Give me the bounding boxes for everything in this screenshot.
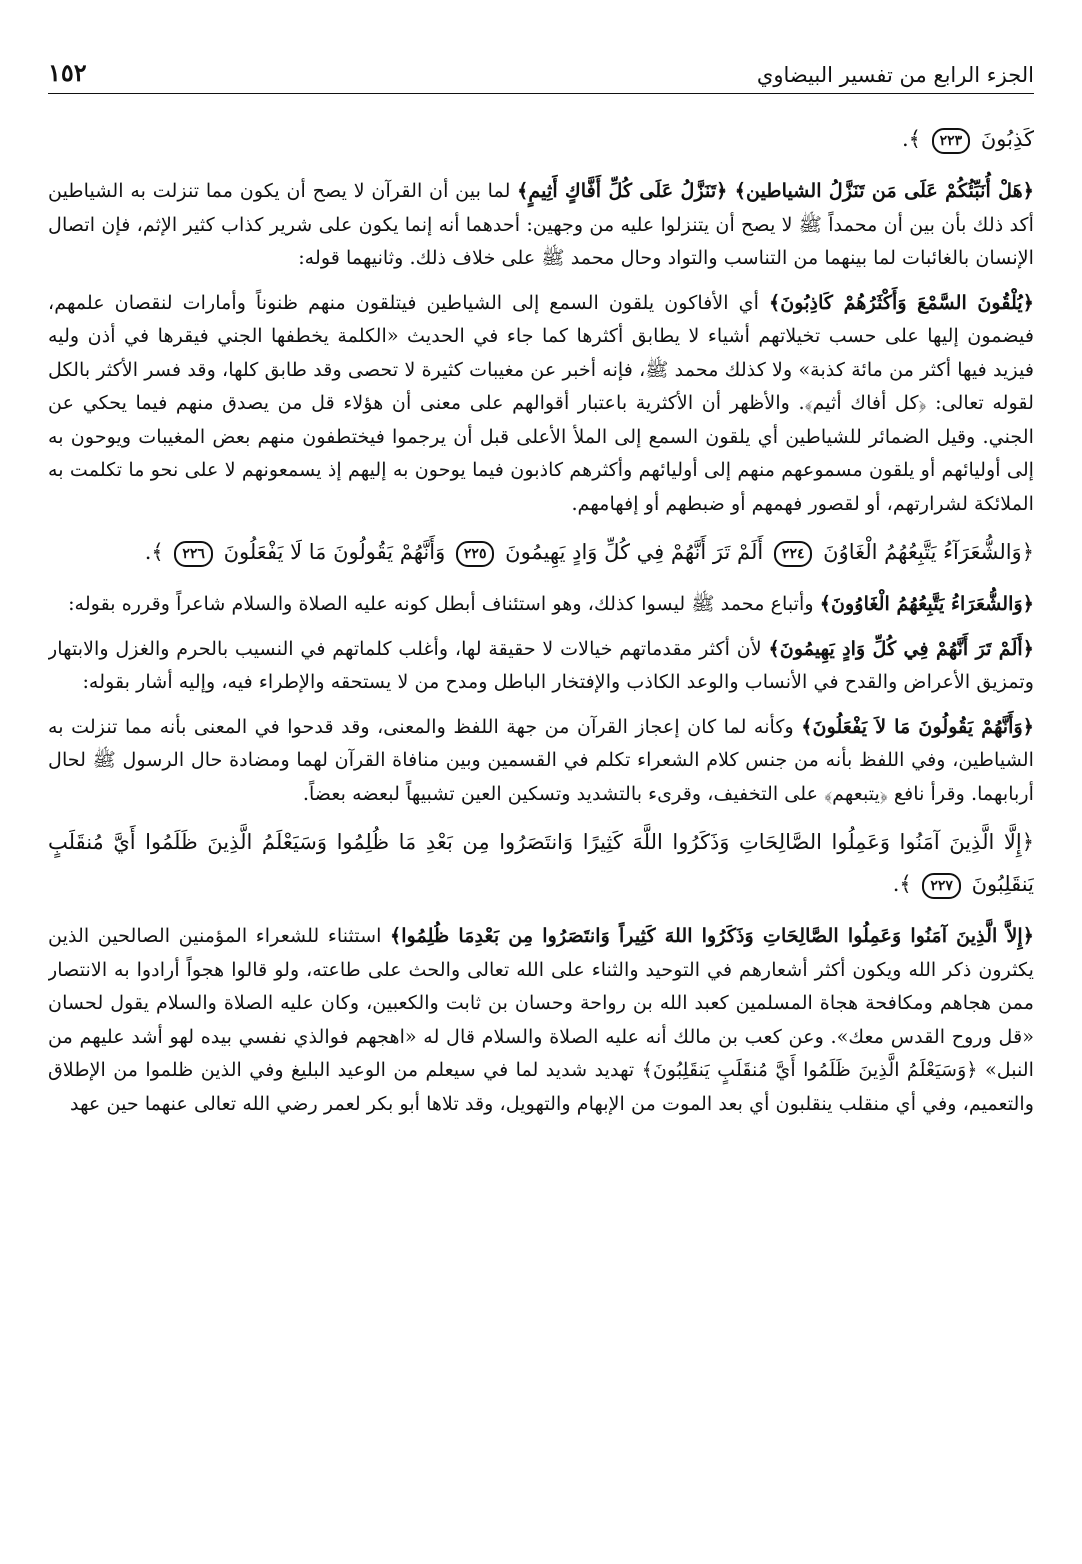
verse-close-bracket: ﴾. — [901, 127, 921, 151]
commentary-paragraph — [48, 632, 1034, 699]
commentary-text: وكأنه لما كان إعجاز القرآن من جهة اللفظ والمعنى، وقد قدحوا في المعنى بأنه مما تنزلت به الشياطين، وفي اللفظ بأنه من جنس كلام الشعراء تكلم في القسمين وبين منافاة القرآن لهما ومضادة حال الرسول ﷺ لحال أربابهما. وقرأ نافع ﴿يتبعهم﴾ على التخفيف، وقرىء بالتشديد وتسكين العين تشبيهاً لبعضه بعضاً. — [48, 714, 1034, 805]
page-number: ١٥٢ — [48, 58, 87, 87]
quoted-verse: ﴿هَلْ أُنَبِّئُكُمْ عَلَى مَن تَنَزَّلُ الشياطين﴾ ﴿تَنَزَّلُ عَلَى كُلِّ أَفَّاكٍ أَثِيمٍ﴾ — [517, 179, 1034, 202]
quoted-verse: ﴿وَأَنَّهُمْ يَقُولُونَ مَا لاَ يَفْعَلُونَ﴾ — [801, 714, 1034, 738]
verse-open-bracket: ﴿ — [1021, 540, 1034, 564]
verse-text: كَذِبُونَ — [980, 127, 1034, 151]
commentary-paragraph — [48, 174, 1034, 275]
page-body — [48, 94, 1034, 1120]
ayah-number-marker: ٢٢٣ — [932, 128, 971, 154]
verse-block — [48, 118, 1034, 160]
quoted-verse: ﴿يُلْقُونَ السَّمْعَ وَأَكْثَرُهُمْ كَاذِبُونَ﴾ — [768, 290, 1034, 314]
commentary-paragraph — [48, 919, 1034, 1120]
running-title: الجزء الرابع من تفسير البيضاوي — [756, 63, 1034, 87]
ayah-number-marker: ٢٢٦ — [174, 541, 213, 567]
quoted-verse: ﴿وَالشُّعَرَاءُ يَتَّبِعُهُمُ الْغَاوُونَ﴾ — [819, 592, 1034, 615]
commentary-paragraph — [48, 286, 1034, 521]
verse-block — [48, 531, 1034, 573]
commentary-text: لما بين أن القرآن لا يصح أن يكون مما تنزلت به الشياطين أكد ذلك بأن بين أن محمداً ﷺ لا يصح أن يتنزلوا عليه من وجهين: أحدهما أنه إنما يكون على شرير كذاب كثير الإثم، فإن اتصال الإنسان بالغائبات لما بينهما من التناسب والتواد وحال محمد ﷺ على خلاف ذلك. وثانيهما قوله: — [48, 179, 1034, 269]
book-page — [48, 50, 1034, 1540]
commentary-paragraph — [48, 587, 1034, 621]
ayah-number-marker: ٢٢٥ — [456, 541, 495, 567]
verse-text: أَلَمْ تَرَ أَنَّهُمْ فِي كُلِّ وَادٍ يَهِيمُونَ — [505, 540, 764, 564]
verse-text: وَأَنَّهُمْ يَقُولُونَ مَا لَا يَفْعَلُونَ — [223, 540, 446, 564]
commentary-text: لأن أكثر مقدماتهم خيالات لا حقيقة لها، وأغلب كلماتهم في النسيب بالحرم والغزل والابتهار وتمزيق الأعراض والقدح في الأنساب والوعد الكاذب والإفتخار الباطل ومدح من لا يستحقه والإطراء فيه، وإليه أشار بقوله: — [48, 636, 1034, 693]
quoted-verse: ﴿إِلاَّ الَّذِينَ آمَنُوا وَعَمِلُوا الصَّالِحَاتِ وَذَكَرُوا اللهَ كَثِيراً وَانتَصَرُوا مِن بَعْدِمَا ظُلِمُوا﴾ — [390, 924, 1034, 947]
verse-text: وَالشُّعَرَآءُ يَتَّبِعُهُمُ الْغَاوُنَ — [823, 540, 1022, 564]
ayah-number-marker: ٢٢٧ — [922, 873, 961, 899]
commentary-text: أي الأفاكون يلقون السمع إلى الشياطين فيتلقون منهم ظنوناً وأمارات لنقصان علمهم، فيضمون إليها على حسب تخيلاتهم أشياء لا يطابق أكثرها كما جاء في الحديث «الكلمة يخطفها الجني فيقرها في أذن وليه فيزيد فيها أكثر من مائة كذبة» ولا كذلك محمد ﷺ، فإنه أخبر عن مغيبات كثيرة لا تحصى وقد طابق كلها، وقد فسر الأكثر بالكل لقوله تعالى: ﴿كل أفاك أثيم﴾. والأظهر أن الأكثرية باعتبار أقوالهم على معنى أن هؤلاء قل من يصدق منهم فيما يحكي عن الجني. وقيل الضمائر للشياطين أي يلقون السمع إلى الملأ الأعلى قبل أن يرجموا فيختطفون منهم بعض المغيبات ويوحون به إلى أوليائهم أو يلقون مسموعهم منهم إلى أوليائهم وأكثرهم كاذبون فيما يوحون به إليهم إذ يسمعونهم لا على نحو ما تكلمت به الملائكة لشرارتهم، أو لقصور فهمهم أو ضبطهم أو إفهامهم. — [48, 290, 1034, 515]
verse-block — [48, 821, 1034, 905]
verse-open-bracket: ﴿ — [1021, 830, 1034, 854]
commentary-text: وأتباع محمد ﷺ ليسوا كذلك، وهو استئناف أبطل كونه عليه الصلاة والسلام شاعراً وقرره بقوله: — [68, 592, 820, 615]
commentary-text: استثناء للشعراء المؤمنين الصالحين الذين يكثرون ذكر الله ويكون أكثر أشعارهم في التوحيد والثناء على الله تعالى والحث على طاعته، ولو قالوا هجواً أرادوا به الانتصار ممن هجاهم ومكافحة هجاة المسلمين كعبد الله بن رواحة وحسان بن ثابت والكعبين، وكان عليه الصلاة والسلام يقول لحسان «قل وروح القدس معك». وعن كعب بن مالك أنه عليه الصلاة والسلام قال له «اهجهم فوالذي نفسي بيده لهو أشد عليهم من النبل» ﴿وَسَيَعْلَمُ الَّذِينَ ظَلَمُوا أَيَّ مُنقَلَبٍ يَنقَلِبُونَ﴾ تهديد شديد لما في سيعلم من الوعيد البليغ وفي الذين ظلموا من الإطلاق والتعميم، وفي أي منقلب ينقلبون أي بعد الموت من الإبهام والتهويل، وقد تلاها أبو بكر لعمر رضي الله تعالى عنهما حين عهد — [48, 924, 1034, 1115]
quoted-verse: ﴿أَلَمْ تَرَ أَنَّهُمْ فِي كُلِّ وَادٍ يَهِيمُونَ﴾ — [768, 636, 1034, 660]
verse-text: إِلَّا الَّذِينَ آمَنُوا وَعَمِلُوا الصَّالِحَاتِ وَذَكَرُوا اللَّهَ كَثِيرًا وَانتَصَرُوا مِن بَعْدِ مَا ظُلِمُوا وَسَيَعْلَمُ الَّذِينَ ظَلَمُوا أَيَّ مُنقَلَبٍ يَنقَلِبُونَ — [48, 830, 1034, 896]
verse-close-bracket: ﴾. — [892, 872, 912, 896]
verse-close-bracket: ﴾. — [144, 540, 164, 564]
commentary-paragraph — [48, 710, 1034, 811]
page-header — [48, 50, 1034, 94]
ayah-number-marker: ٢٢٤ — [774, 541, 813, 567]
